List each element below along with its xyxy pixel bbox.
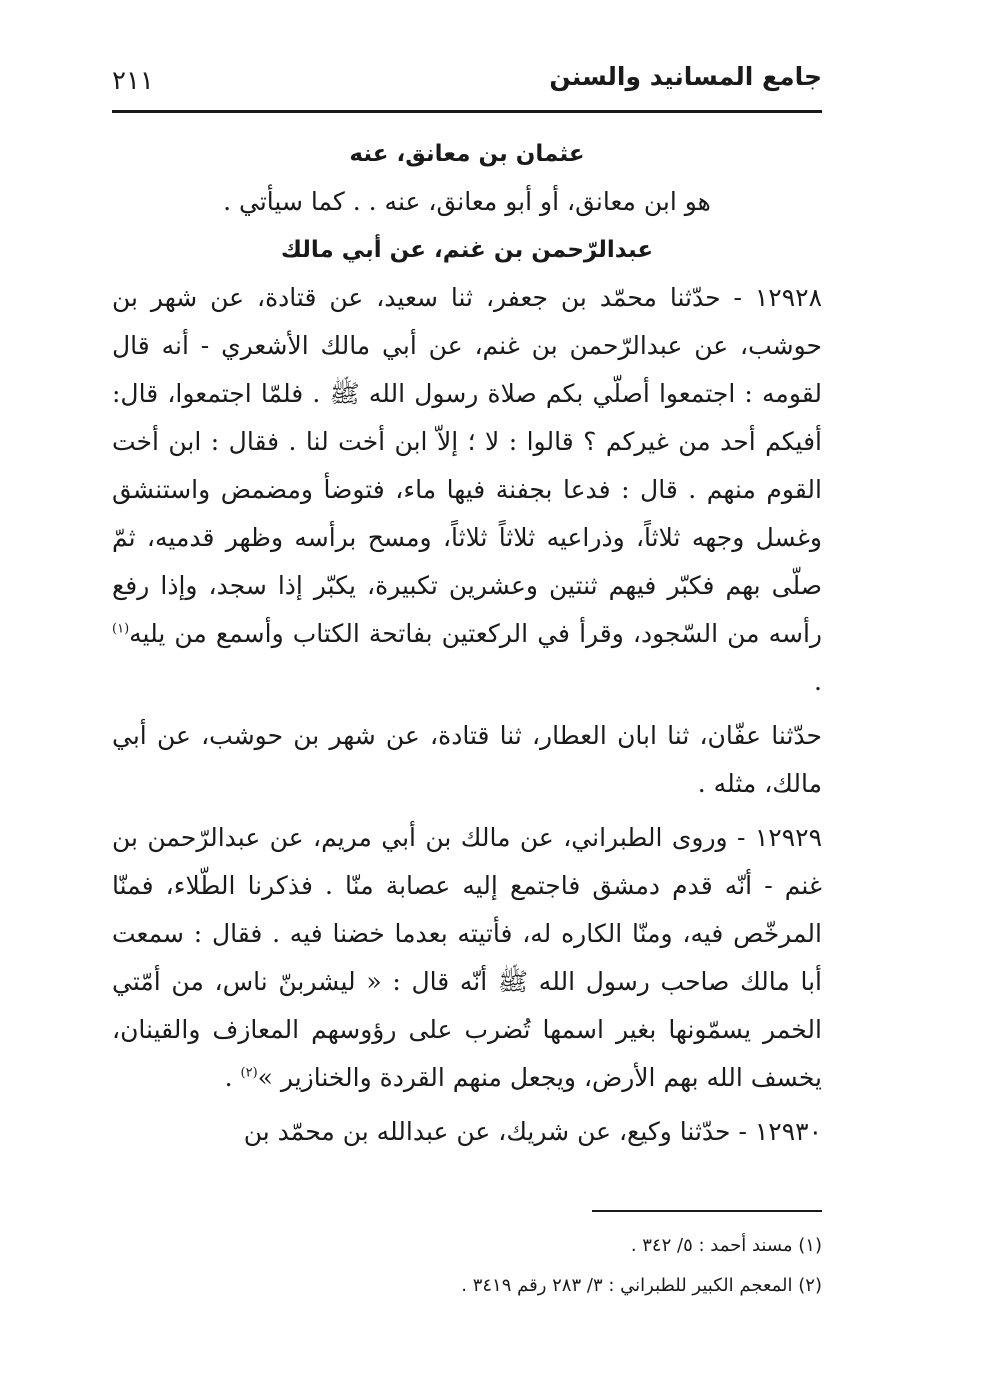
footnotes [112, 1226, 822, 1306]
hadith-12928-text: ١٢٩٢٨ - حدّثنا محمّد بن جعفر، ثنا سعيد، عن قتادة، عن شهر بن حوشب، عن عبدالرّحمن بن غنم، عن أبي مالك الأشعري - أنه قال لقومه : اجتمعوا أصلّي بكم صلاة رسول الله ﷺ . فلمّا اجتمعوا، قال: أفيكم أحد من غيركم ؟ قالوا : لا ؛ إلاّ ابن أخت لنا . فقال : ابن أخت القوم منهم . قال : فدعا بجفنة فيها ماء، فتوضأ ومضمض واستنشق وغسل وجهه ثلاثاً، وذراعيه ثلاثاً ثلاثاً، ومسح برأسه وظهر قدميه، ثمّ صلّى بهم فكبّر فيهم ثنتين وعشرين تكبيرة، يكبّر إذا سجد، وإذا رفع رأسه من السّجود، وقرأ في الركعتين بفاتحة الكتاب وأسمع من يليه [112, 283, 822, 648]
section-note: هو ابن معانق، أو أبو معانق، عنه . . كما سيأتي . [223, 187, 711, 216]
page-header [112, 58, 822, 108]
hadith-12929-end: . [224, 1063, 241, 1092]
footnote-1: (١) مسند أحمد : ٥/ ٣٤٢ . [630, 1235, 822, 1256]
footnote-2: (٢) المعجم الكبير للطبراني : ٣/ ٢٨٣ رقم ٣٤١٩ . [461, 1275, 822, 1296]
section-heading-abdulrahman: عبدالرّحمن بن غنم، عن أبي مالك [280, 237, 654, 263]
main-text [112, 130, 822, 1156]
section-heading-uthman: عثمان بن معانق، عنه [349, 141, 585, 167]
hadith-12928 [112, 274, 822, 706]
hadith-12929-text: ١٢٩٢٩ - وروى الطبراني، عن مالك بن أبي مريم، عن عبدالرّحمن بن غنم - أنّه قدم دمشق فاجتمع إليه عصابة منّا . فذكرنا الطّلاء، فمنّا المرخّص فيه، ومنّا الكاره له، فأتيته بعدما خضنا فيه . فقال : سمعت أبا مالك صاحب رسول الله ﷺ أنّه قال : « ليشربنّ ناس، من أمّتي الخمر يسمّونها بغير اسمها تُضرب على رؤوسهم المعازف والقينان، يخسف الله بهم الأرض، ويجعل منهم القردة والخنازير » [112, 823, 822, 1092]
hadith-12928-alt-chain: حدّثنا عفّان، ثنا ابان العطار، ثنا قتادة، عن شهر بن حوشب، عن أبي مالك، مثله . [112, 721, 822, 798]
header-divider [112, 110, 822, 113]
hadith-12930: ١٢٩٣٠ - حدّثنا وكيع، عن شريك، عن عبدالله بن محمّد بن [243, 1117, 822, 1146]
footnote-divider [592, 1210, 822, 1212]
footnote-ref-1: (١) [112, 621, 130, 637]
hadith-12928-end: . [814, 667, 822, 696]
footnote-ref-2: (٢) [240, 1065, 258, 1081]
page-number: ٢١١ [112, 66, 154, 96]
running-title: جامع المسانيد والسنن [549, 62, 822, 91]
hadith-12929 [112, 814, 822, 1102]
